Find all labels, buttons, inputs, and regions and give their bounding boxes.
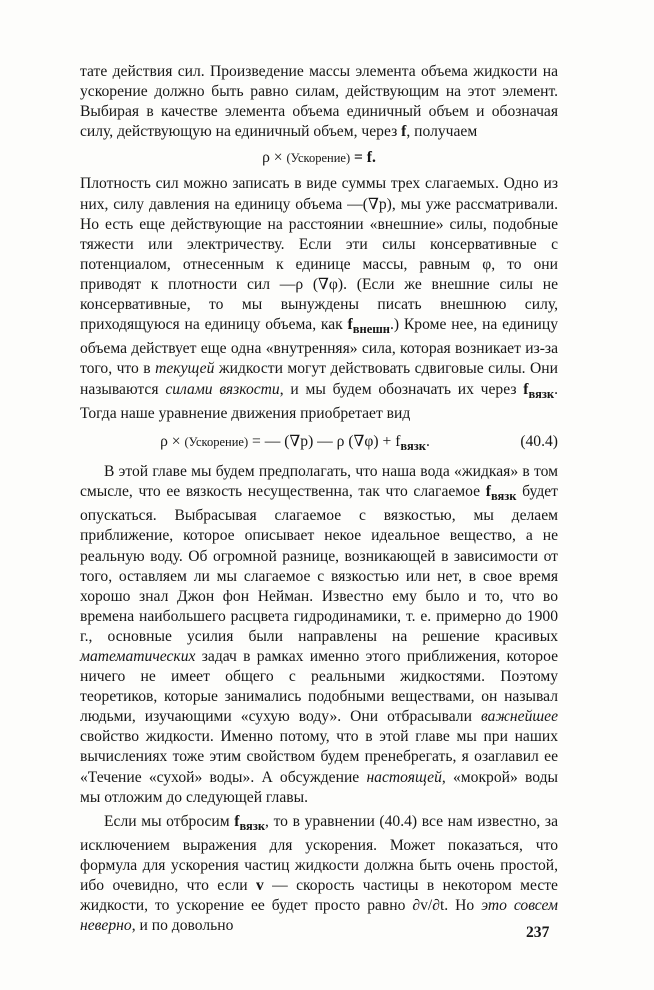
force-symbol: f xyxy=(401,123,407,141)
italic-text: текущей xyxy=(155,360,215,378)
velocity-symbol: v xyxy=(255,877,264,895)
text-run: . Тогда наше уравнение движения приобретает вид xyxy=(80,380,558,422)
page-number: 237 xyxy=(526,924,550,941)
equation-period: . xyxy=(425,432,430,450)
equation-number: (40.4) xyxy=(520,432,558,450)
force-symbol: f xyxy=(523,380,529,398)
italic-text: настоящей xyxy=(366,768,442,786)
text-run: Если мы отбросим xyxy=(104,812,235,830)
paragraph-1 xyxy=(80,62,558,142)
text-run: жидкости могут действовать сдвиговые силы. Они называются xyxy=(80,360,558,398)
text-run: .) Кроме нее, на единицу объема действует еще одна «внутренняя» сила, которая возникает из-за того, что в xyxy=(80,316,558,378)
italic-text: математических xyxy=(80,647,196,665)
text-run: , и по довольно xyxy=(131,917,234,935)
italic-text: это совсем неверно xyxy=(80,897,558,935)
italic-text: важнейшее xyxy=(480,708,558,726)
paragraph-3 xyxy=(80,462,558,808)
paragraph-2 xyxy=(80,174,558,423)
text-run: задач в рамках именно этого приближения, которое ничего не имеет общего с реальными жидкостями. Поэтому теоретиков, которые занимались подобными веществами, он называл людьми, изучающими «сухую воду». Они отбрасывали xyxy=(80,647,558,726)
equation-force-density xyxy=(80,148,558,168)
force-symbol: f xyxy=(485,483,491,501)
text-run: , то в уравнении (40.4) все нам известно, за исключением выражения для ускорения. Может показаться, что формула для ускорения частиц жидкости должна быть очень простой, ибо очевидно, что если xyxy=(80,812,558,895)
text-run: В этой главе мы будем предполагать, что наша вода «жидкая» в том смысле, что ее вязкость несущественна, так что слагаемое xyxy=(80,463,558,501)
equation-acceleration-label: (Ускорение) xyxy=(286,151,351,166)
equation-40-4 xyxy=(80,432,558,456)
text-run: тате действия сил. Произведение массы элемента объема жидкости на ускорение должно быть равно силам, действующим на этот элемент. Выбирая в качестве элемента объема единичный объем и обозначая силу, действующую на единичный объем, через xyxy=(80,63,558,141)
paragraph-4 xyxy=(80,812,558,937)
subscript-external: внешн xyxy=(352,322,391,337)
page-text xyxy=(80,62,558,936)
text-run: , «мокрой» воды мы отложим до следующей главы. xyxy=(80,768,558,806)
text-run: — скорость частицы в некотором месте жидкости, то ускорение ее будет просто равно ∂v/∂t. Но xyxy=(80,877,558,915)
equation-acceleration-label: (Ускорение) xyxy=(184,434,249,449)
force-symbol: f xyxy=(234,812,240,830)
equation-lhs: ρ × xyxy=(160,432,185,450)
text-run: , и мы будем обозначать их через xyxy=(279,380,524,398)
text-run: Плотность сил можно записать в виде суммы трех слагаемых. Одно из них, силу давления на единицу объема —(∇p), мы уже рассматривали. Но есть еще действующие на расстоянии «внешние» силы, подобные тяжести или электричеству. Если эти силы консервативные с потенциалом, отнесенным к единице массы, равным φ, то они приводят к плотности сил —ρ (∇φ). (Если же внешние силы не консервативные, то мы вынуждены писать внешнюю силу, приходящуюся на единицу объема, как xyxy=(80,175,558,334)
subscript-viscous: вязк xyxy=(239,818,266,833)
equation-rhs: = f. xyxy=(350,149,376,167)
equation-rhs: = — (∇p) — ρ (∇φ) + f xyxy=(248,432,401,450)
equation-lhs: ρ × xyxy=(262,149,287,167)
text-run: , получаем xyxy=(406,123,478,141)
force-symbol: f xyxy=(347,316,353,334)
text-run: свойство жидкости. Именно потому, что в этой главе мы при наших вычислениях тоже этим свойством будем пренебрегать, я озаглавил ее «Течение «сухой» воды». А обсуждение xyxy=(80,728,558,786)
subscript-viscous: вязк xyxy=(400,438,426,453)
text-run: будет опускаться. Выбрасывая слагаемое с вязкостью, мы делаем приближение, которое описывает некое идеальное вещество, а не реальную воду. Об огромной разнице, возникающей в зависимости от того, оставляем ли мы слагаемое с вязкостью или нет, в свое время хорошо знал Джон фон Нейман. Известно ему было и то, что во времена наибольшего расцвета гидродинамики, т. е. примерно до 1900 г., основные усилия были направлены на решение красивых xyxy=(80,483,558,645)
italic-text: силами вязкости xyxy=(165,380,280,398)
subscript-viscous: вязк xyxy=(490,489,517,504)
subscript-viscous: вязк xyxy=(528,386,555,401)
